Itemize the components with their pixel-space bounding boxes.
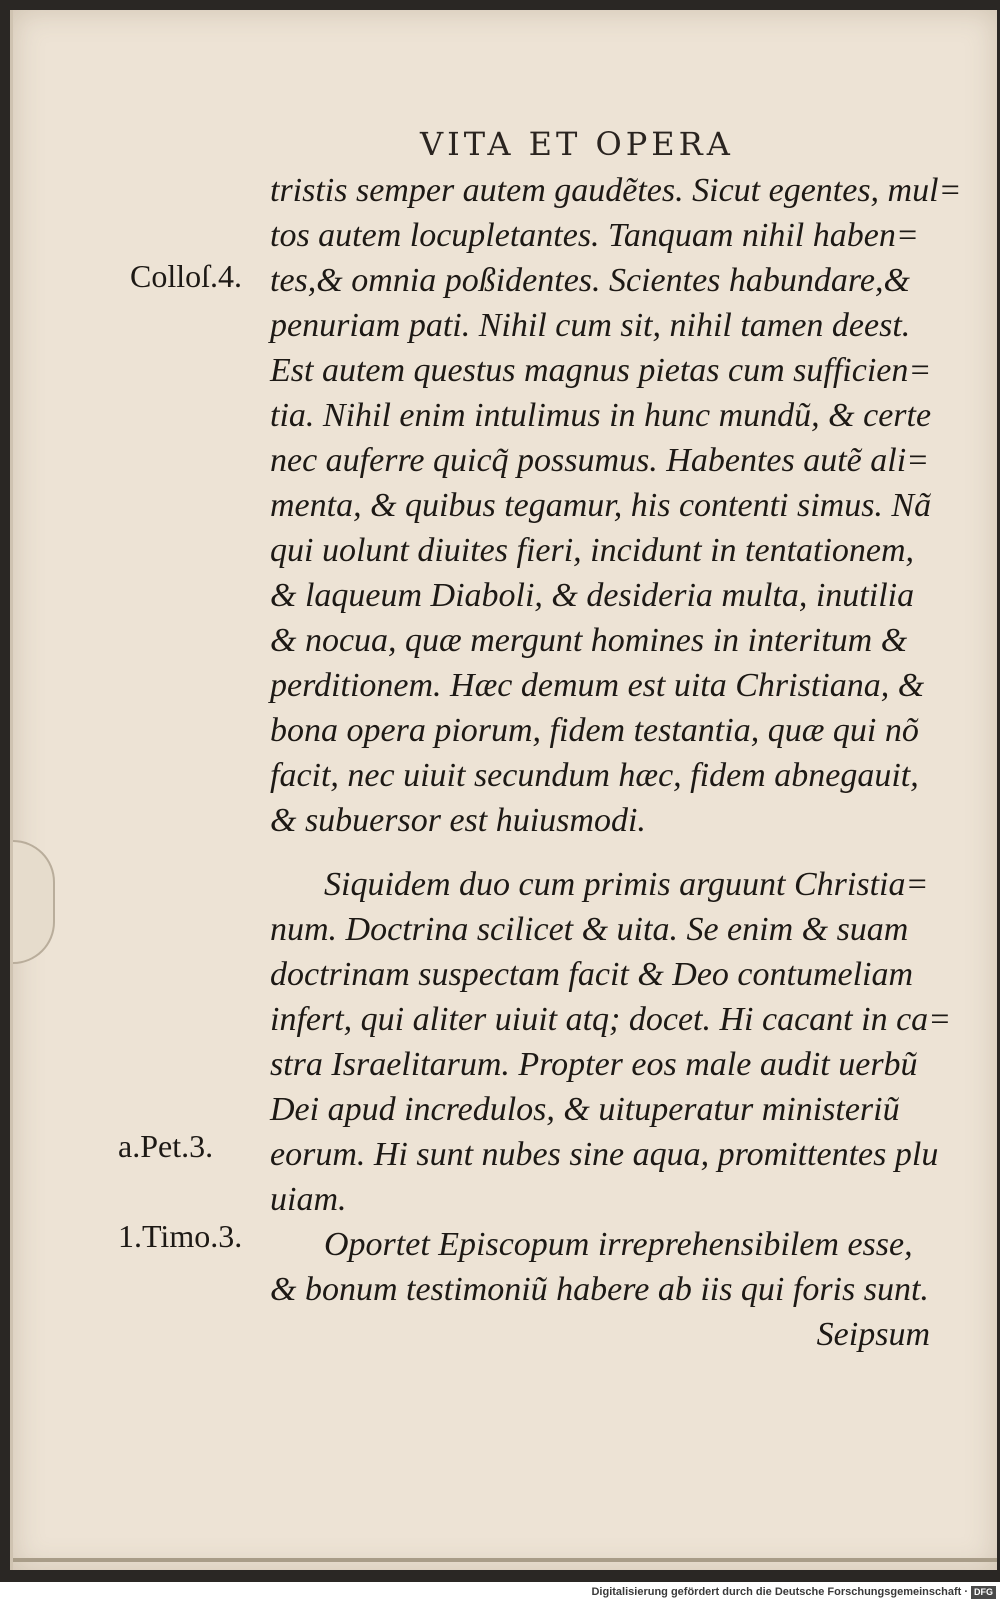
text-line: & subuersor est huiusmodi. <box>270 802 646 839</box>
text-line: eorum. Hi sunt nubes sine aqua, promittentes plu <box>270 1136 939 1173</box>
text-line: Est autem questus magnus pietas cum sufficien= <box>270 352 932 389</box>
text-line: & nocua, quæ mergunt homines in interitum & <box>270 622 908 659</box>
digitization-footer <box>590 1584 996 1600</box>
text-line: tia. Nihil enim intulimus in hunc mundũ, & certe <box>270 397 932 434</box>
text-line: Siquidem duo cum primis arguunt Christia= <box>324 866 929 903</box>
running-header: VITA ET OPERA <box>420 125 734 163</box>
margin-note-pet: a.Pet.3. <box>118 1128 214 1164</box>
paragraph-3 <box>270 1222 970 1357</box>
text-line: tes,& omnia poßidentes. Scientes habundare,& <box>270 262 910 299</box>
catchword: Seipsum <box>816 1316 930 1353</box>
text-line: infert, qui aliter uiuit atq; docet. Hi cacant in ca= <box>270 1001 952 1038</box>
text-line: qui uolunt diuites fieri, incidunt in tentationem, <box>270 532 915 569</box>
text-line: tos autem locupletantes. Tanquam nihil haben= <box>270 217 919 254</box>
text-line: & laqueum Diaboli, & desideria multa, inutilia <box>270 577 915 614</box>
text-line: perditionem. Hæc demum est uita Christiana, & <box>270 667 925 704</box>
text-line: stra Israelitarum. Propter eos male audit uerbũ <box>270 1046 918 1083</box>
dfg-logo: DFG <box>971 1586 996 1599</box>
footer-text: Digitalisierung gefördert durch die Deutsche Forschungsgemeinschaft · <box>591 1586 968 1598</box>
text-line: Dei apud incredulos, & uituperatur ministeriũ <box>270 1091 900 1128</box>
text-line: Oportet Episcopum irreprehensibilem esse, <box>324 1226 913 1263</box>
paragraph-1 <box>270 168 970 843</box>
text-line: doctrinam suspectam facit & Deo contumeliam <box>270 956 914 993</box>
text-line: num. Doctrina scilicet & uita. Se enim & suam <box>270 911 909 948</box>
margin-note-colloss: Colloſ.4. <box>130 258 243 294</box>
text-line: penuriam pati. Nihil cum sit, nihil tamen deest. <box>270 307 911 344</box>
text-line: facit, nec uiuit secundum hæc, fidem abnegauit, <box>270 757 919 794</box>
page-edge-decoration <box>13 840 55 964</box>
text-line: nec auferre quicq̃ possumus. Habentes autẽ ali= <box>270 442 930 479</box>
paragraph-2 <box>270 862 970 1222</box>
text-line: tristis semper autem gaudẽtes. Sicut egentes, mul= <box>270 172 962 209</box>
text-line: uiam. <box>270 1181 347 1218</box>
page-bottom-edge <box>13 1558 997 1562</box>
text-line: bona opera piorum, fidem testantia, quæ qui nõ <box>270 712 919 749</box>
margin-note-timo: 1.Timo.3. <box>118 1218 243 1254</box>
text-line: menta, & quibus tegamur, his contenti simus. Nã <box>270 487 932 524</box>
text-line: & bonum testimoniũ habere ab iis qui foris sunt. <box>270 1271 929 1308</box>
